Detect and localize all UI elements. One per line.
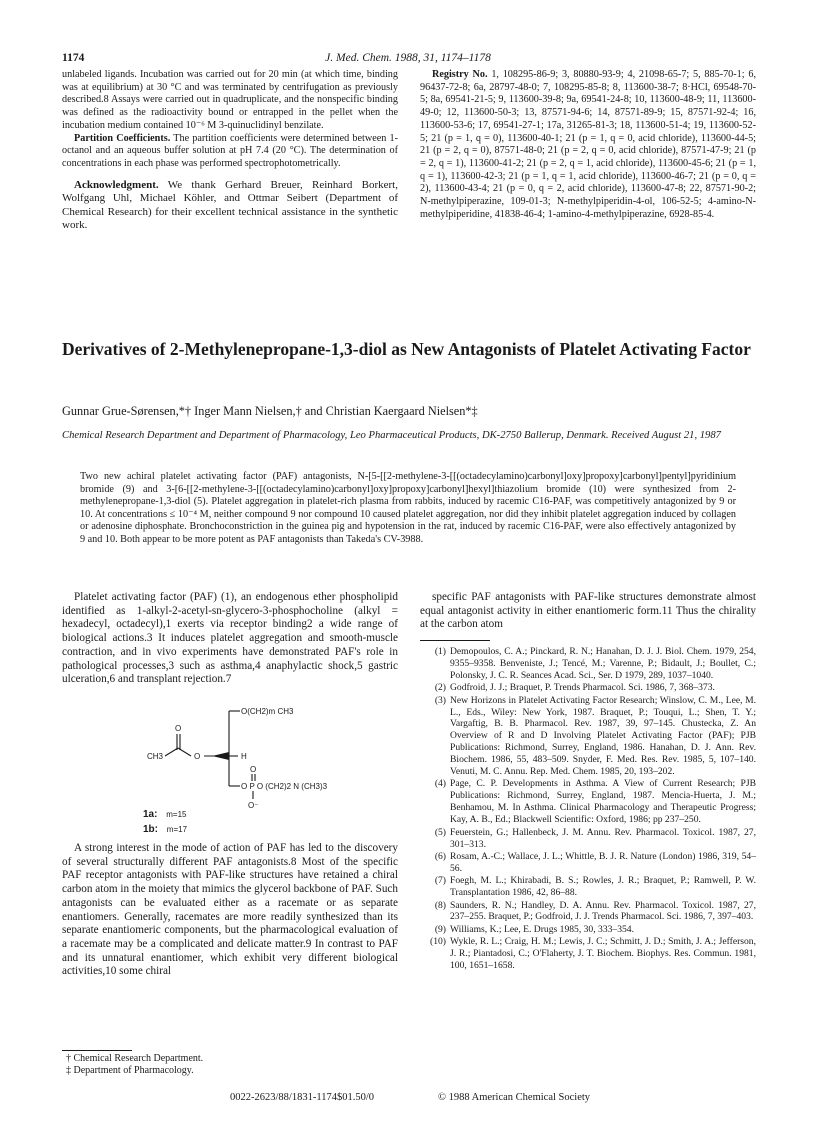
reference-item bbox=[420, 900, 756, 924]
reference-item bbox=[420, 682, 756, 694]
reference-number: (7) bbox=[434, 875, 446, 887]
registry-text: 1, 108295-86-9; 3, 80880-93-9; 4, 21098-65-7; 5, 885-70-1; 6, 96437-72-8; 6a, 28797-48-0; 7, 108295-85-8; 8, 113600-38-7; 8·HCl, 69548-70-5; 8a, 69541-21-5; 9, 113600-39-8; 9a, 69541-24-8; 10, 113600-48-9; 11, 113600-49-0; 12, 113600-50-3; 13, 87571-94-6; 14, 87571-89-9; 15, 87571-92-4; 16, 113600-53-6; 17, 69541-27-1; 17a, 31265-81-3; 18, 113600-51-4; 19, 113600-52-5; 21 (p = 1, q = 0), 113600-40-1; 21 (p = 1, q = 0, acid chloride), 113600-44-5; 21 (p = 2, q = 0), 87571-48-0; 21 (p = 2, q = 0, acid chloride), 87571-47-9; 21 (p = 2, q = 1), 113600-41-2; 21 (p = 2, q = 1, acid chloride), 113600-45-6; 21 (p = 1, q = 1), 113600-42-3; 21 (p = 1, q = 1, acid chloride), 113600-46-7; 21 (p = 0, q = 2), 113600-43-4; 21 (p = 0, q = 2, acid chloride), 113600-47-8; 22, 87571-90-2; N-methylpiperazine, 109-01-3; N-methylpiperidin-4-ol, 106-52-5; 4-amino-N-methylpiperidine, 41838-46-4; 1-amino-4-methylpiperazine, 6928-85-4. bbox=[420, 69, 756, 220]
value-1b: m=17 bbox=[166, 825, 188, 834]
reference-item bbox=[420, 875, 756, 899]
reference-number: (1) bbox=[434, 646, 446, 657]
reference-list bbox=[420, 646, 756, 972]
reference-text: Saunders, R. N.; Handley, D. A. Annu. Rev. Pharmacol. Toxicol. 1987, 27, 237–255. Braquet, P.; Godfroid, J. J. Trends Pharmacol. Sci. 1986, 7, 397–403. bbox=[450, 899, 756, 923]
structure-phosphoryl-o: O bbox=[250, 765, 257, 774]
acknowledgment-heading: Acknowledgment. bbox=[74, 178, 159, 191]
structure-o-minus: O⁻ bbox=[248, 801, 259, 810]
reference-item bbox=[420, 936, 756, 972]
reference-item bbox=[420, 851, 756, 875]
reference-text: Williams, K.; Lee, E. Drugs 1985, 30, 333–354. bbox=[450, 923, 635, 935]
body-right-paragraph: specific PAF antagonists with PAF-like structures demonstrate almost equal antagonist activity in either enantiomeric form.11 Thus the chirality at the carbon atom bbox=[420, 591, 756, 631]
reference-text: Foegh, M. L.; Khirabadi, B. S.; Rowles, J. R.; Braquet, P.; Ramwell, P. W. Transplantation 1986, 42, 86–88. bbox=[450, 875, 756, 899]
acknowledgment-text: We thank Gerhard Breuer, Reinhard Borkert, Wolfgang Uhl, Michael Köhler, and Ottmar Seibert (Department of Chemical Research) for their excellent technical assistance in the synthetic work. bbox=[62, 178, 398, 232]
previous-article-right-column bbox=[420, 69, 756, 221]
article-title: Derivatives of 2-Methylenepropane-1,3-diol as New Antagonists of Platelet Activating Factor bbox=[62, 339, 751, 359]
body-second-paragraph bbox=[62, 842, 398, 979]
page-number: 1174 bbox=[62, 52, 85, 64]
journal-header: J. Med. Chem. 1988, 31, 1174–1178 bbox=[325, 52, 491, 64]
article-authors: Gunnar Grue-Sørensen,*† Inger Mann Nielsen,† and Christian Kaergaard Nielsen*‡ bbox=[62, 404, 478, 418]
experimental-text: unlabeled ligands. Incubation was carried out for 20 min (at which time, binding was at equilibrium) at 30 °C and was terminated by centrifugation as previously described.8 Assays were carried out in quadruplicate, and the nonspecific binding was defined as the radioactivity bound or entrapped in the pellet when the incubation medium contained 10⁻⁶ M 3-quinuclidinyl benzilate. bbox=[62, 69, 398, 131]
compound-1b-label bbox=[143, 824, 187, 835]
structure-h: H bbox=[241, 752, 247, 761]
footnote-pharmacology: ‡ Department of Pharmacology. bbox=[66, 1065, 194, 1077]
body-paragraph-1: Platelet activating factor (PAF) (1), an endogenous ether phospholipid identified as 1-alkyl-2-acetyl-sn-glycero-3-phosphocholine (alkyl = hexadecyl, octadecyl),1 exerts via receptor binding2 a wide range of biological actions.3 It induces platelet aggregation and smooth-muscle contraction, and in vivo experiments have demonstrated PAF's role in pathological processes,3 such as asthma,4 anaphylactic shock,5 gastric ulceration,6 and transplant rejection.7 bbox=[62, 591, 398, 686]
reference-number: (9) bbox=[434, 923, 446, 935]
reference-number: (8) bbox=[434, 899, 446, 911]
value-1a: m=15 bbox=[166, 810, 187, 819]
footer-copyright: © 1988 American Chemical Society bbox=[438, 1092, 591, 1103]
reference-text: Godfroid, J. J.; Braquet, P. Trends Pharmacol. Sci. 1986, 7, 368–373. bbox=[450, 682, 715, 694]
reference-item bbox=[420, 695, 756, 778]
article-abstract: Two new achiral platelet activating factor (PAF) antagonists, N-[5-[[2-methylene-3-[[(octadecylamino)carbonyl]oxy]propoxy]carbonyl]pentyl]pyridinium bromide (9) and 3-[6-[[2-methylene-3-[[(octadecylamino)carbonyl]oxy]propoxy]carbonyl]hexyl]thiazolium bromide (10) were synthesized from 2-methylenepropane-1,3-diol (5). Platelet aggregation in platelet-rich plasma from rabbits, induced by racemic C16-PAF, was competitively antagonized by 9 or 10. At concentrations ≤ 10⁻⁴ M, neither compound 9 nor compound 10 caused platelet aggregation, nor did they inhibit platelet aggregation induced by collagen or adenosine diphosphate. Bronchoconstriction in the guinea pig and hypotension in the rat, induced by racemic C16-PAF, were also effectively antagonized by 9 and 10. Both appear to be more potent as PAF antagonists than Takeda's CV-3988. bbox=[80, 471, 736, 545]
label-1a: 1a: bbox=[143, 809, 158, 820]
reference-item bbox=[420, 646, 756, 682]
partition-heading: Partition Coefficients. bbox=[74, 132, 171, 144]
article-affiliation: Chemical Research Department and Department of Pharmacology, Leo Pharmaceutical Products, DK-2750 Ballerup, Denmark. Received August 21, 1987 bbox=[62, 430, 721, 441]
reference-text: Rosam, A.-C.; Wallace, J. L.; Whittle, B. J. R. Nature (London) 1986, 319, 54–56. bbox=[450, 850, 756, 874]
label-1b: 1b: bbox=[143, 824, 158, 835]
footnotes bbox=[66, 1053, 396, 1077]
structure-carbonyl-o: O bbox=[175, 724, 182, 733]
structure-ester-o: O bbox=[194, 752, 201, 761]
references-rule bbox=[420, 640, 490, 641]
reference-item bbox=[420, 924, 756, 936]
structure-phosphocholine: O P O (CH2)2 N (CH3)3 bbox=[241, 782, 328, 791]
partition-text: The partition coefficients were determined between 1-octanol and an aqueous buffer solution at pH 7.4 (20 °C). The determination of concentrations in each phase was performed spectrophotometrically. bbox=[62, 132, 398, 169]
reference-text: Page, C. P. Developments in Asthma. A View of Current Research; PJB Publications: Richmond, Surrey, England, 1987. Mencia-Huerta, J. M.; Benhamou, M. In Asthma. Clinical Pharmacology and Therapeutic Progress; Kay, A. B., Ed.; Blackwell Scientific: Oxford, 1986; pp 237–250. bbox=[450, 778, 756, 826]
reference-number: (4) bbox=[434, 778, 446, 790]
reference-number: (5) bbox=[434, 826, 446, 838]
reference-number: (2) bbox=[434, 682, 446, 694]
structure-chain-top: O(CH2)m CH3 bbox=[241, 707, 294, 716]
reference-item bbox=[420, 778, 756, 826]
footnote-rule bbox=[62, 1050, 132, 1051]
previous-article-left-column bbox=[62, 69, 398, 233]
body-right-column bbox=[420, 591, 756, 632]
reference-text: New Horizons in Platelet Activating Factor Research; Winslow, C. M., Lee, M. L., Eds., Wiley: New York, 1987. Braquet, P.; Touqui, L.; Shen, T. Y.; Vargaftig, B. B. Pharmacol. Rev. 1987, 39, 97–145. Chustecka, Z. An Overview of R and D Involving Platelet Activating Factor (PAF); PJB Publications: Richmond, Surrey, England, 1986. Hanahan, D. J. Ann. Rev. Biochem. 1986, 55, 483–509. Snyder, F. Med. Res. Rev. 1985, 5, 107–140. Venuti, M. C. Annu. Rep. Med. Chem. 1985, 20, 193–202. bbox=[450, 694, 756, 778]
body-paragraph-2: A strong interest in the mode of action of PAF has led to the discovery of several structurally different PAF antagonists.8 Most of the specific PAF receptor antagonists with PAF-like structures have retained a chiral carbon atom in the moiety that mimics the glycerol backbone of PAF. Such antagonists can be evaluated either as a racemate or as separate enantiomers. Generally, racemates are more readily synthesized than its separate enantiomeric components, but the pharmacological evaluation of a racemate may be a complicated and delicate matter.9 In contrast to PAF and its unnatural enantiomer, which exhibit very different biological activities,10 some chiral bbox=[62, 842, 398, 978]
reference-text: Feuerstein, G.; Hallenbeck, J. M. Annu. Rev. Pharmacol. Toxicol. 1987, 27, 301–313. bbox=[450, 826, 756, 850]
reference-item bbox=[420, 827, 756, 851]
footnote-chemical-research: † Chemical Research Department. bbox=[66, 1053, 204, 1064]
reference-text: Wykle, R. L.; Craig, H. M.; Lewis, J. C.; Schmitt, J. D.; Smith, J. A.; Jefferson, J. R.; Piantadosi, C.; O'Flaherty, J. T. Biochem. Biophys. Res. Commun. 1981, 100, 1651–1658. bbox=[450, 936, 756, 972]
footer-code: 0022-2623/88/1831-1174$01.50/0 bbox=[230, 1092, 374, 1103]
reference-number: (6) bbox=[434, 850, 446, 862]
reference-text: Demopoulos, C. A.; Pinckard, R. N.; Hanahan, D. J. J. Biol. Chem. 1979, 254, 9355–9358. Benveniste, J.; Tencé, M.; Varenne, P.; Bidault, J.; Boullet, C.; Polonsky, J. C. R. Seances Acad. Sci., Ser. D 1979, 289, 1037–1040. bbox=[450, 646, 756, 681]
compound-1a-label bbox=[143, 809, 186, 820]
structure-ch3: CH3 bbox=[147, 752, 164, 761]
registry-heading: Registry No. bbox=[432, 69, 488, 80]
reference-number: (3) bbox=[434, 694, 446, 706]
body-intro-paragraph bbox=[62, 591, 398, 687]
reference-number: (10) bbox=[430, 936, 446, 948]
paf-structure-diagram bbox=[130, 704, 360, 822]
